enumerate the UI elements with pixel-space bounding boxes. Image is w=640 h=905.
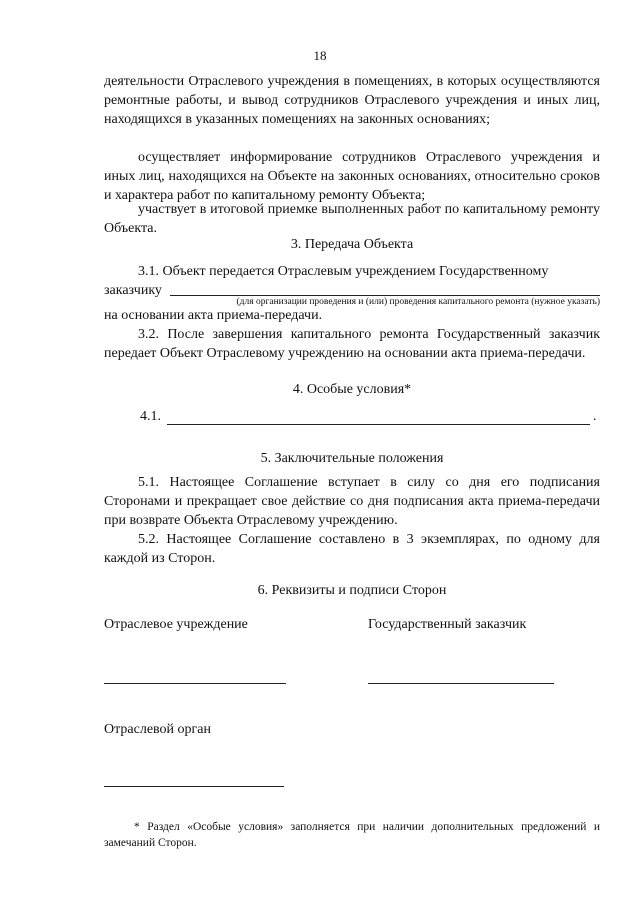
item-3-2: 3.2. После завершения капитального ремонта Государственный заказчик передает Объект Отраслевому учреждению на основании акта приема-передачи. [104,327,600,361]
item-4-1-label: 4.1. [140,409,161,424]
section-5-heading: 5. Заключительные положения [260,451,444,466]
paragraph-informing: осуществляет информирование сотрудников Отраслевого учреждения и иных лиц, находящихся на Объекте на законных основаниях, относительно сроков и характера работ по капитальному ремонту Объекта; [104,150,600,203]
signature-line-customer [368,683,554,684]
item-3-1-continuation: на основании акта приема-передачи. [104,308,323,323]
section-3-heading: 3. Передача Объекта [290,237,414,252]
item-5-1: 5.1. Настоящее Соглашение вступает в силу со дня его подписания Сторонами и прекращает свое действие со дня подписания акта приема-передачи при возврате Объекта Отраслевому учреждению. [104,475,600,528]
signature-line-body [104,786,284,787]
item-3-1-line1: 3.1. Объект передается Отраслевым учреждением Государственному [138,264,549,279]
blank-line-customer [170,295,600,296]
party-state-customer: Государственный заказчик [368,617,527,632]
item-4-1-end: . [593,409,597,424]
item-5-2: 5.2. Настоящее Соглашение составлено в 3 экземплярах, по одному для каждой из Сторон. [104,532,600,566]
section-6-heading: 6. Реквизиты и подписи Сторон [257,583,447,598]
page-number: 18 [313,48,327,63]
footnote: * Раздел «Особые условия» заполняется при наличии дополнительных предложений и замечаний Сторон. [104,821,600,849]
signature-line-institution [104,683,286,684]
party-industry-body: Отраслевой орган [104,722,211,737]
paragraph-continuation: деятельности Отраслевого учреждения в помещениях, в которых осуществляются ремонтные работы, и вывод сотрудников Отраслевого учреждения и иных лиц, находящихся в указанных помещениях на законных основаниях; [104,74,600,127]
paragraph-acceptance: участвует в итоговой приемке выполненных работ по капитальному ремонту Объекта. [104,202,600,236]
party-industry-institution: Отраслевое учреждение [104,617,248,632]
blank-line-special-conditions [167,424,590,425]
item-3-1-hint: (для организации проведения и (или) проведения капитального ремонта (нужное указать) [236,297,600,307]
section-4-heading: 4. Особые условия* [292,382,412,397]
item-3-1-word: заказчику [104,283,162,298]
